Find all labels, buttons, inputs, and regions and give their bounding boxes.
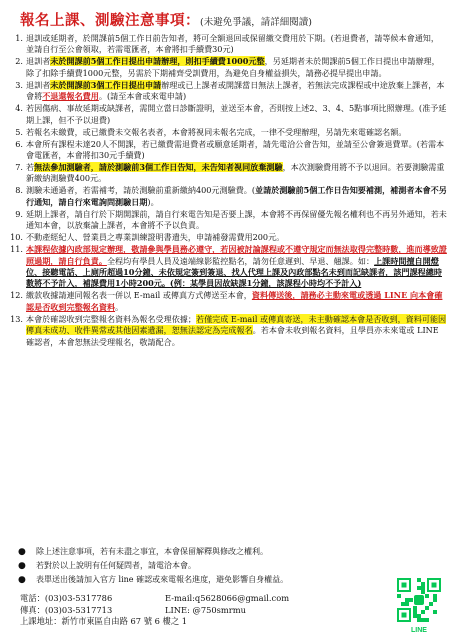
qr-module xyxy=(433,594,437,598)
notice-item xyxy=(8,209,447,232)
notice-text-segment: 。 xyxy=(115,301,124,312)
notice-item-text xyxy=(26,80,447,103)
notice-item-text xyxy=(26,56,447,79)
notice-text-segment: 若因傷病、事故延期或缺課者，需開立當日診斷證明，並送至本會，否則按上述2、3、4、5點事項比照辦理。(准予延期上課，但不予以退費) xyxy=(26,103,447,125)
notice-list xyxy=(8,33,447,349)
notice-item xyxy=(8,139,447,162)
qr-module xyxy=(421,618,425,622)
qr-module xyxy=(417,578,421,582)
qr-module xyxy=(417,618,421,622)
notice-item-number: 12. xyxy=(10,290,23,301)
extra-note-text: 若對於以上說明有任何疑問者，請電洽本會。 xyxy=(36,561,196,570)
notice-item-text xyxy=(26,209,447,232)
notice-text-segment: 若報名未繳費，或已繳費未交報名表者，本會將視同未報名完成，一律不受理辦理，另請先來電確認名額。 xyxy=(26,126,407,137)
extra-note-text: 除上述注意事項，若有未盡之事宜，本會保留解釋與修改之權利。 xyxy=(36,547,268,556)
notice-text-segment: 本課程依據內政部規定辦理，敬請參與學員務必遵守，若因被討論課程或不遵守規定而無法取得完整時數，進而導致證照過期，請自行負責。 xyxy=(26,244,447,266)
notice-item-text xyxy=(26,33,447,56)
notice-item-text xyxy=(26,244,447,290)
qr-line-label: LINE xyxy=(411,627,427,634)
extra-note-item xyxy=(18,574,443,586)
notice-item-text xyxy=(26,139,447,162)
notice-item xyxy=(8,80,447,103)
notice-item-number: 9. xyxy=(15,208,23,219)
notice-item-number: 10. xyxy=(10,232,23,243)
notice-item xyxy=(8,314,447,348)
notice-text-segment: 若僅完成 E-mail 或傳真寄送，未主動確認本會是否收到，資料可能因傳真未成功、收件異常或其他因素遺漏，恕無法認定為完成報名 xyxy=(26,313,447,336)
qr-module xyxy=(405,598,409,602)
notice-item-number: 4. xyxy=(15,103,23,114)
notice-text-segment: 退訓者 xyxy=(26,79,51,90)
address-text: 上課地址：新竹市東區自由路 67 號 6 樓之 1 xyxy=(20,616,188,626)
notice-item-number: 11. xyxy=(10,244,23,255)
extra-note-item xyxy=(18,546,443,558)
bullet-dot-icon: ● xyxy=(18,561,26,571)
notice-text-segment: 上課時間擅自開燈位、接聽電話、上廁所超過10分鐘、未依規定簽到簽退、找人代理上課及內政部點名未到而記缺課者，該門課程總時數將不予計入，補課費用1小時200元。(例：某學員因故缺課1分鐘，該課程小時均不予計入) xyxy=(26,255,442,289)
notice-item-number: 6. xyxy=(15,138,23,149)
notice-text-segment: 不退還報名費用 xyxy=(42,91,99,102)
notice-item xyxy=(8,56,447,79)
qr-module xyxy=(433,610,437,614)
notice-text-segment: 延期上課者，請自行於下期開課前，請自行來電告知是否要上課，本會將不再保留優先報名權利也不再另外通知，若未通知本會，以放棄論上課者，本會將不予以負責。 xyxy=(26,208,447,231)
notice-item-number: 13. xyxy=(10,313,23,324)
qr-module xyxy=(421,590,425,594)
notice-item xyxy=(8,33,447,56)
notice-item-text xyxy=(26,162,447,185)
notice-text-segment: 本會於確認收到完整報名資料為報名受理依據； xyxy=(26,313,196,324)
notice-item xyxy=(8,244,447,290)
bullet-dot-icon: ● xyxy=(18,575,26,585)
notice-item-number: 7. xyxy=(15,162,23,173)
notice-item-number: 3. xyxy=(15,79,23,90)
qr-module xyxy=(405,602,409,606)
notice-text-segment: 並請於測驗前5個工作日告知要補測，補測者本會不另行通知，請自行來電詢問測驗日期 xyxy=(26,185,447,207)
notice-item-text xyxy=(26,103,447,126)
notice-text-segment: 無法參加測驗者，請於測驗前3個工作日告知，未告知者視同放棄測驗 xyxy=(34,162,283,173)
notice-text-segment: 本會所有課程未達20人不開課，若已繳費需退費者或願意延期者，請先電洽公會告知，並請至公會簽退費單。(若需本會電匯者，本會將扣30元手續費) xyxy=(26,138,445,161)
qr-module xyxy=(425,606,429,610)
notice-item-number: 1. xyxy=(15,33,23,43)
notice-item xyxy=(8,185,447,208)
qr-module xyxy=(413,614,417,618)
notice-text-segment: ，另延期者未於開課前5個工作日提出申請辦理，除了扣除手續費1000元整，另需於下期補齊受訓費用，為避免自身權益損失，請務必提早提出申請。 xyxy=(26,56,440,78)
notice-item-text xyxy=(26,290,447,313)
notice-item xyxy=(8,162,447,185)
qr-module xyxy=(425,618,429,622)
notice-item-text xyxy=(26,232,447,243)
notice-item-number: 2. xyxy=(15,56,23,67)
notice-item-number: 5. xyxy=(15,126,23,137)
notice-item xyxy=(8,127,447,138)
notice-item xyxy=(8,103,447,126)
notice-item xyxy=(8,290,447,313)
fax-text: 傳真：(03)03-5317713 xyxy=(20,604,113,615)
notice-item-text xyxy=(26,127,447,138)
notice-text-segment: 未於開課前3個工作日提出申請 xyxy=(50,79,162,90)
qr-module xyxy=(425,594,429,598)
qr-module xyxy=(417,586,421,590)
qr-module xyxy=(421,586,425,590)
notice-text-segment: 繳款收據請連同報名表一併以 E-mail 或傳真方式傳送至本會， xyxy=(26,290,252,301)
notice-text-segment: 。若本會未收到報名資料，且學員亦未來電或 LINE 確認者，本會恕無法受理報名，敬請配合。 xyxy=(26,325,439,347)
extra-note-text: 表單送出後請加入官方 line 確認或來電報名進度，避免影響自身權益。 xyxy=(36,575,289,584)
notice-item-text xyxy=(26,314,447,348)
notice-text-segment: 辦理或已上課者或開課當日無法上課者，若無法完成課程或中途放棄上課者，本會將 xyxy=(26,79,445,102)
email-text: E-mail:q5628066@gmail.com xyxy=(165,593,290,603)
line-id-text: LINE: @750smrmu xyxy=(165,604,246,615)
qr-module xyxy=(421,610,425,614)
notice-item-text xyxy=(26,185,447,208)
qr-module xyxy=(401,602,405,606)
notice-text-segment: 全程均有學員人員及遠端線影監控點名，請勿任意遲到、早退、翹課。如： xyxy=(106,255,375,266)
phone-text: 電話：(03)03-5317786 xyxy=(20,593,113,603)
extra-notes xyxy=(18,546,443,588)
title-row xyxy=(20,9,443,29)
notice-text-segment: )。 xyxy=(147,196,159,207)
extra-note-item xyxy=(18,560,443,572)
page-title: 報名上課、測驗注意事項： xyxy=(20,12,200,29)
title-note: (未避免爭議，請詳細閱讀) xyxy=(200,17,312,28)
qr-module xyxy=(421,582,425,586)
qr-module xyxy=(413,610,417,614)
qr-module xyxy=(429,602,433,606)
qr-module xyxy=(413,606,417,610)
bullet-dot-icon: ● xyxy=(18,547,26,557)
notice-text-segment: 退訓者 xyxy=(26,56,51,67)
notice-text-segment: 不動產經紀人、營業員之專業訓練證明書遺失，申請補發需費用200元。 xyxy=(26,232,285,243)
notice-text-segment: 退訓或延期者，於開課前5個工作日前告知者，將可全額退回或保留繳交費用於下期。(若退費者，請等候本會通知，並請自行至公會領取，若需電匯者，本會將扣手續費30元) xyxy=(26,33,439,55)
qr-module xyxy=(417,614,421,618)
notice-text-segment: ，本次測驗費用將不予以退回。若要測驗需重新繳納測驗費400元。 xyxy=(26,162,445,184)
notice-text-segment: 測驗未通過者，若需補考，請於測驗前重新繳納400元測驗費。( xyxy=(26,185,256,196)
notice-item xyxy=(8,232,447,243)
notice-text-segment: 資料傳送後，請務必主動來電或透過 LINE 向本會確認是否收到完整報名資料 xyxy=(26,290,443,312)
notice-text-segment: 若 xyxy=(26,162,35,173)
notice-text-segment: 。(請至本會或來電申請) xyxy=(98,91,187,102)
line-qr-code-icon[interactable] xyxy=(397,578,441,634)
contact-info xyxy=(20,593,360,628)
qr-module xyxy=(409,598,413,602)
qr-module xyxy=(433,598,437,602)
notice-item-number: 8. xyxy=(15,185,23,196)
notice-text-segment: 未於開課前5個工作日提出申請辦理，則扣手續費1000元整 xyxy=(50,56,265,67)
qr-module xyxy=(397,594,401,598)
